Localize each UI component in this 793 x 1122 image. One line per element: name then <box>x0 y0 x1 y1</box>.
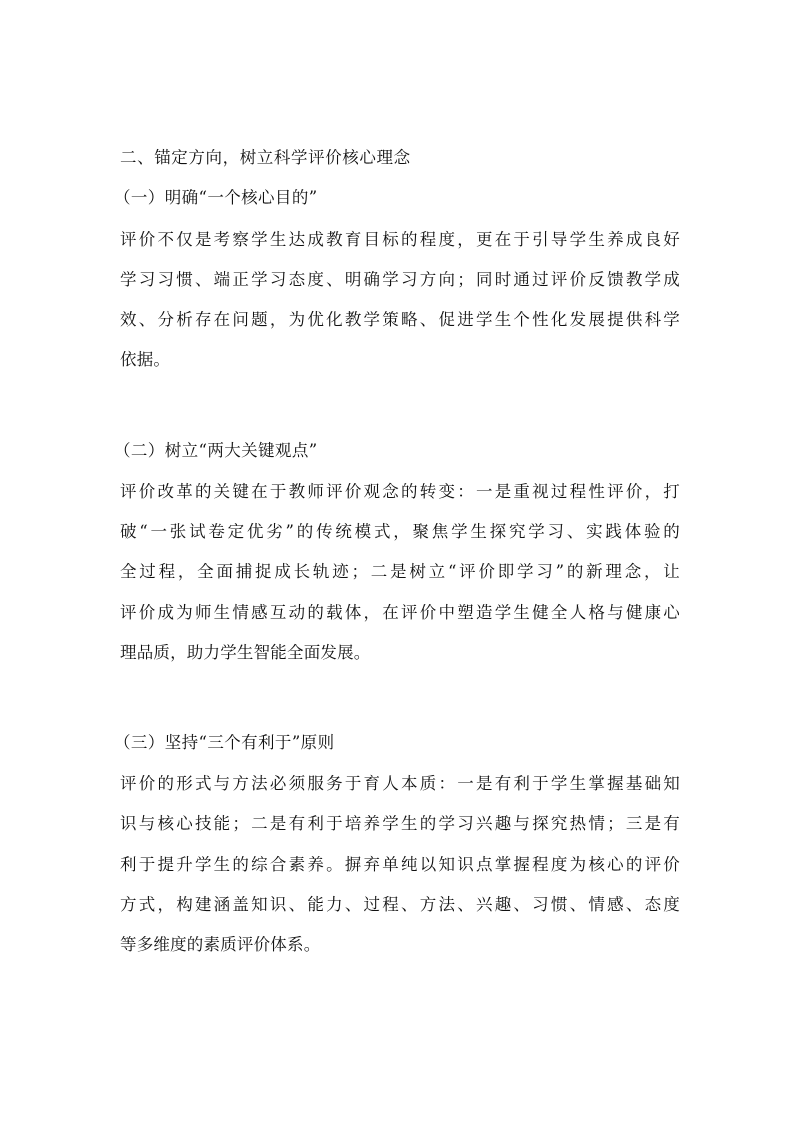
subsection-3-heading: （三）坚持“三个有利于”原则 <box>114 733 335 752</box>
paragraph-line: 方式，构建涵盖知识、能力、过程、方法、兴趣、习惯、情感、态度 <box>120 895 680 914</box>
subsection-1-heading: （一）明确“一个核心目的” <box>114 188 318 207</box>
paragraph-line: 破“一张试卷定优劣”的传统模式，聚焦学生探究学习、实践体验的 <box>120 522 680 541</box>
paragraph-line: 全过程，全面捕捉成长轨迹；二是树立“评价即学习”的新理念，让 <box>120 562 680 581</box>
paragraph-line: 评价的形式与方法必须服务于育人本质：一是有利于学生掌握基础知 <box>120 774 680 793</box>
section-title: 二、锚定方向，树立科学评价核心理念 <box>120 148 411 167</box>
paragraph-line: 理品质，助力学生智能全面发展。 <box>120 643 371 662</box>
paragraph-line: 效、分析存在问题，为优化教学策略、促进学生个性化发展提供科学 <box>120 310 680 329</box>
paragraph-line: 学习习惯、端正学习态度、明确学习方向；同时通过评价反馈教学成 <box>120 270 680 289</box>
paragraph-line: 评价不仅是考察学生达成教育目标的程度，更在于引导学生养成良好 <box>120 230 680 249</box>
paragraph-line: 评价改革的关键在于教师评价观念的转变：一是重视过程性评价，打 <box>120 482 680 501</box>
paragraph-line: 识与核心技能；二是有利于培养学生的学习兴趣与探究热情；三是有 <box>120 814 680 833</box>
paragraph-line: 依据。 <box>120 350 171 369</box>
paragraph-line: 等多维度的素质评价体系。 <box>120 935 321 954</box>
subsection-2-heading: （二）树立“两大关键观点” <box>114 441 318 460</box>
paragraph-line: 评价成为师生情感互动的载体，在评价中塑造学生健全人格与健康心 <box>120 603 680 622</box>
paragraph-line: 利于提升学生的综合素养。摒弃单纯以知识点掌握程度为核心的评价 <box>120 855 680 874</box>
